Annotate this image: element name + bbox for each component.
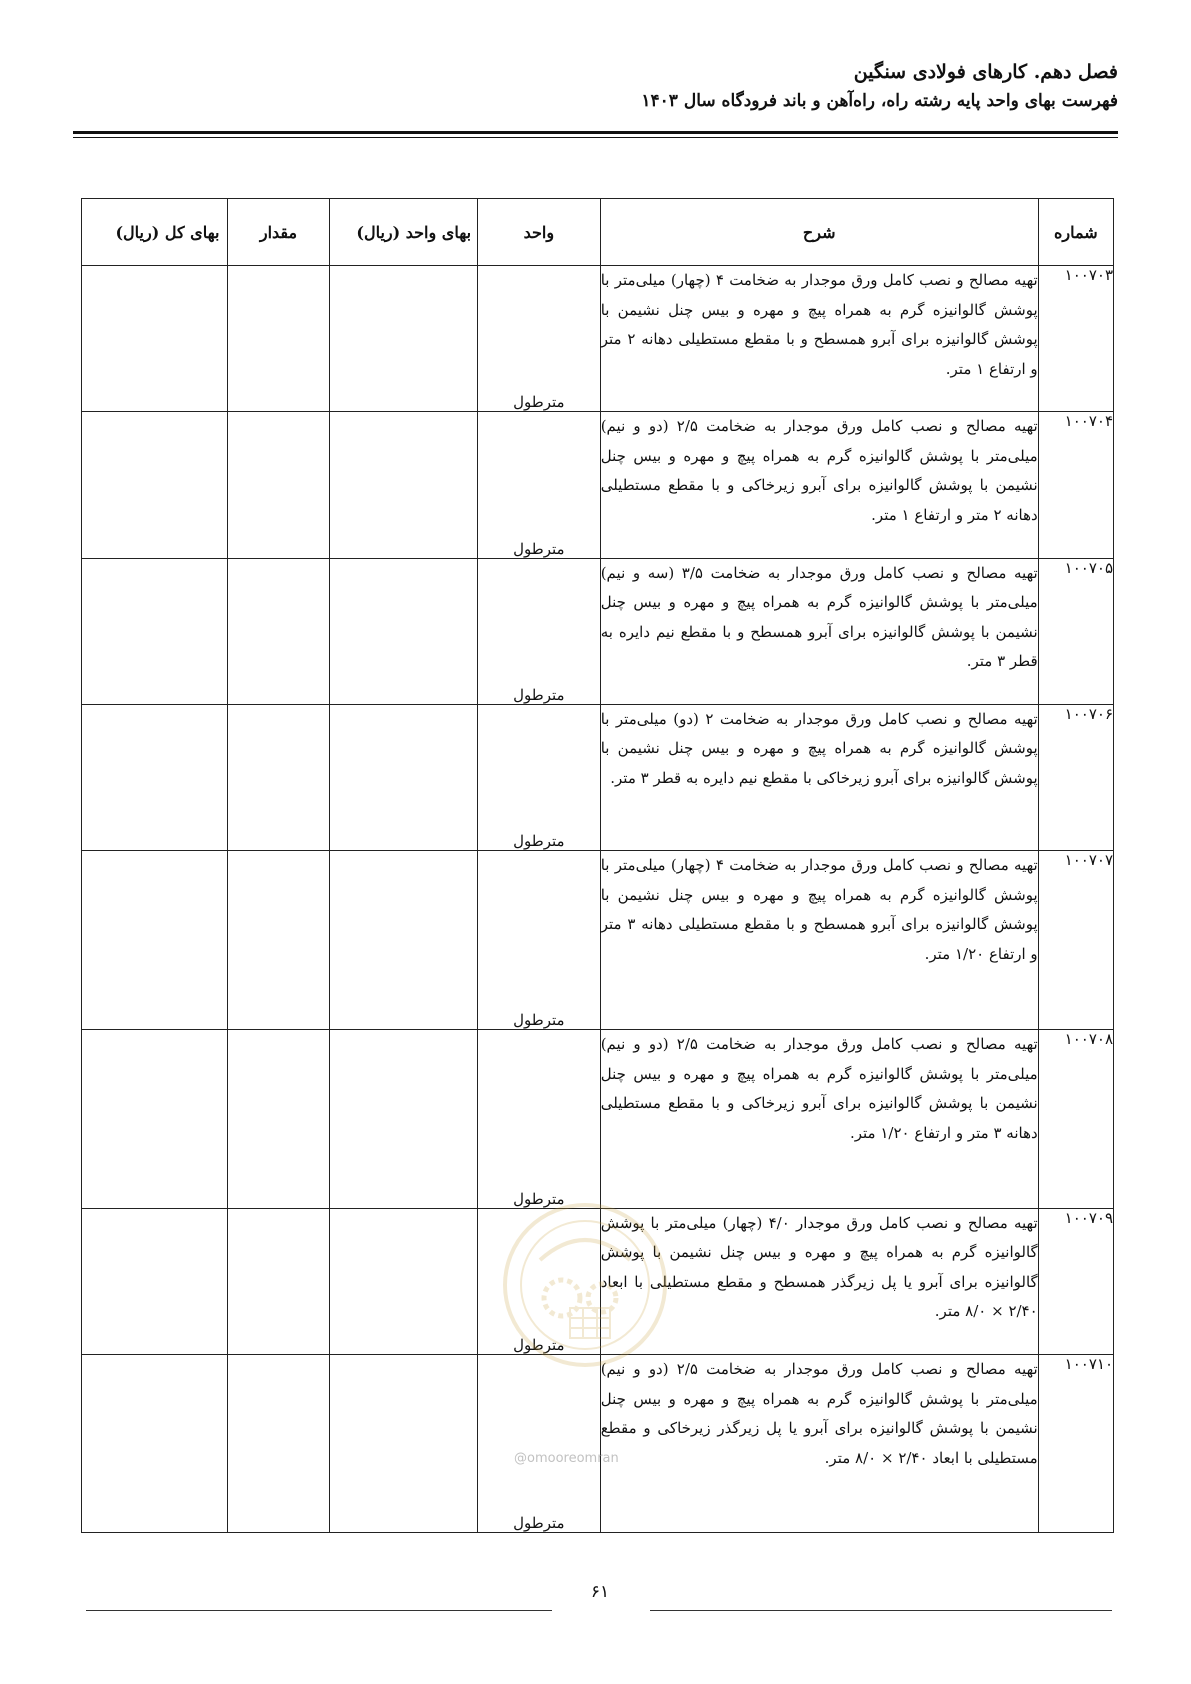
item-unit: مترطول [478,412,601,558]
item-number: ۱۰۰۷۰۸ [1038,1030,1113,1209]
item-quantity-cell [228,412,329,558]
item-quantity-cell [228,1355,329,1533]
item-description: تهیه مصالح و نصب کامل ورق موجدار به ضخامت ۲/۵ (دو و نیم) میلی‌متر با پوشش گالوانیزه گرم به همراه پیچ و مهره و بیس چنل نشیمن با پوشش گالوانیزه برای آبرو زیرخاکی و با مقطع مستطیلی دهانه ۲ متر و ارتفاع ۱ متر. [600,412,1038,558]
item-description: تهیه مصالح و نصب کامل ورق موجدار به ضخامت ۲ (دو) میلی‌متر با پوشش گالوانیزه گرم به همراه پیچ و مهره و بیس چنل نشیمن با پوشش گالوانیزه برای آبرو زیرخاکی با مقطع نیم دایره به قطر ۳ متر. [600,704,1038,850]
item-description: تهیه مصالح و نصب کامل ورق موجدار به ضخامت ۴ (چهار) میلی‌متر با پوشش گالوانیزه گرم به همراه پیچ و مهره و بیس چنل نشیمن با پوشش گالوانیزه برای آبرو همسطح و با مقطع مستطیلی دهانه ۲ متر و ارتفاع ۱ متر. [600,266,1038,412]
table-row [82,704,1114,850]
item-unit-price-cell [329,1030,478,1209]
item-unit-price-cell [329,704,478,850]
table-header-row [82,199,1114,266]
item-total-price-cell [82,1355,228,1533]
item-number: ۱۰۰۷۰۳ [1038,266,1113,412]
item-total-price-cell [82,851,228,1030]
item-unit: مترطول [478,558,601,704]
item-total-price-cell [82,412,228,558]
item-total-price-cell [82,704,228,850]
table-row [82,1355,1114,1533]
watermark-handle: @omooreomran [514,1451,619,1466]
item-unit-price-cell [329,412,478,558]
item-description: تهیه مصالح و نصب کامل ورق موجدار به ضخامت ۲/۵ (دو و نیم) میلی‌متر با پوشش گالوانیزه گرم به همراه پیچ و مهره و بیس چنل نشیمن با پوشش گالوانیزه برای آبرو یا پل زیرگذر زیرخاکی و مقطع مستطیلی با ابعاد ۲/۴۰ × ۸/۰ متر. [600,1355,1038,1533]
item-unit-price-cell [329,266,478,412]
item-quantity-cell [228,1030,329,1209]
item-description: تهیه مصالح و نصب کامل ورق موجدار ۴/۰ (چهار) میلی‌متر با پوشش گالوانیزه گرم به همراه پیچ و مهره و بیس چنل نشیمن با پوشش گالوانیزه برای آبرو یا پل زیرگذر همسطح و مقطع مستطیلی با ابعاد ۲/۴۰ × ۸/۰ متر. [600,1208,1038,1354]
item-quantity-cell [228,266,329,412]
item-number: ۱۰۰۷۰۷ [1038,851,1113,1030]
item-unit: مترطول [478,1355,601,1533]
item-unit-price-cell [329,1355,478,1533]
item-total-price-cell [82,266,228,412]
item-total-price-cell [82,1208,228,1354]
item-unit-price-cell [329,1208,478,1354]
item-description: تهیه مصالح و نصب کامل ورق موجدار به ضخامت ۴ (چهار) میلی‌متر با پوشش گالوانیزه گرم به همراه پیچ و مهره و بیس چنل نشیمن با پوشش گالوانیزه برای آبرو همسطح و با مقطع مستطیلی دهانه ۳ متر و ارتفاع ۱/۲۰ متر. [600,851,1038,1030]
footer-rule-right [650,1610,1112,1611]
page-number: ۶۱ [590,1582,610,1602]
table-row [82,558,1114,704]
table-row [82,1208,1114,1354]
item-quantity-cell [228,1208,329,1354]
table-row [82,266,1114,412]
chapter-title: فصل دهم. کارهای فولادی سنگین [853,61,1118,83]
item-unit: مترطول [478,266,601,412]
item-quantity-cell [228,851,329,1030]
column-header-description: شرح [600,199,1038,266]
column-header-total-price: بهای کل (ریال) [82,199,228,266]
item-description: تهیه مصالح و نصب کامل ورق موجدار به ضخامت ۳/۵ (سه و نیم) میلی‌متر با پوشش گالوانیزه گرم به همراه پیچ و مهره و بیس چنل نشیمن با پوشش گالوانیزه برای آبرو همسطح و با مقطع نیم دایره به قطر ۳ متر. [600,558,1038,704]
item-number: ۱۰۰۷۰۹ [1038,1208,1113,1354]
table-row [82,851,1114,1030]
item-total-price-cell [82,558,228,704]
price-list-table [81,198,1114,1533]
item-description: تهیه مصالح و نصب کامل ورق موجدار به ضخامت ۲/۵ (دو و نیم) میلی‌متر با پوشش گالوانیزه گرم به همراه پیچ و مهره و بیس چنل نشیمن با پوشش گالوانیزه برای آبرو زیرخاکی و با مقطع مستطیلی دهانه ۳ متر و ارتفاع ۱/۲۰ متر. [600,1030,1038,1209]
item-number: ۱۰۰۷۰۶ [1038,704,1113,850]
item-total-price-cell [82,1030,228,1209]
item-quantity-cell [228,704,329,850]
item-unit: مترطول [478,1208,601,1354]
item-unit-price-cell [329,558,478,704]
item-unit: مترطول [478,704,601,850]
document-title: فهرست بهای واحد پایه رشته راه، راه‌آهن و باند فرودگاه سال ۱۴۰۳ [641,91,1118,111]
footer-rule-left [86,1610,552,1611]
item-unit-price-cell [329,851,478,1030]
item-quantity-cell [228,558,329,704]
item-unit: مترطول [478,1030,601,1209]
table-row [82,1030,1114,1209]
column-header-number: شماره [1038,199,1113,266]
column-header-quantity: مقدار [228,199,329,266]
page-header [73,58,1118,116]
column-header-unit-price: بهای واحد (ریال) [329,199,478,266]
item-number: ۱۰۰۷۱۰ [1038,1355,1113,1533]
header-rule-thin [73,137,1118,138]
header-rule-thick [73,131,1118,134]
item-unit: مترطول [478,851,601,1030]
table-row [82,412,1114,558]
item-number: ۱۰۰۷۰۵ [1038,558,1113,704]
item-number: ۱۰۰۷۰۴ [1038,412,1113,558]
column-header-unit: واحد [478,199,601,266]
